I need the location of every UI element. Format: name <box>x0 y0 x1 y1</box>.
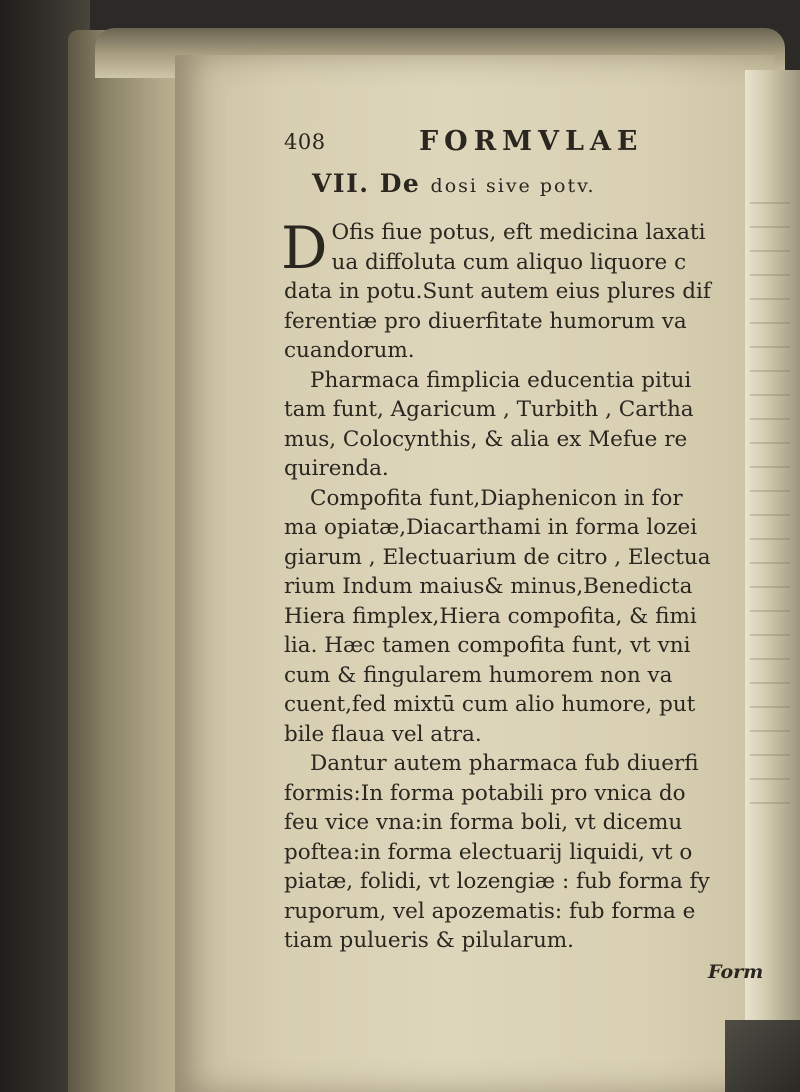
text-line: rium Indum maius& minus,Benedicta <box>284 574 693 599</box>
text-line: ma opiatæ,Diacarthami in forma lozei <box>284 515 698 540</box>
text-line: tam funt, Agaricum , Turbith , Cartha <box>284 397 694 422</box>
text-line: ruporum, vel apozematis: fub forma e <box>284 898 696 924</box>
paragraph-1 <box>281 214 754 366</box>
page-text-block <box>281 118 764 983</box>
text-line: Pharmaca fimplicia educentia pitui <box>310 367 692 393</box>
text-line: giarum , Electuarium de citro , Electua <box>284 544 711 570</box>
text-line: Ofis fiue potus, eft medicina laxati <box>331 220 706 245</box>
text-line: bile flaua vel atra. <box>284 721 482 747</box>
running-title: FORMVLAE <box>419 126 644 157</box>
paragraph-2 <box>284 366 754 484</box>
paragraph-4 <box>284 749 754 956</box>
text-line: Hiera fimplex,Hiera compofita, & fimi <box>284 603 697 629</box>
text-line: ferentiæ pro diuerfitate humorum va <box>284 308 687 334</box>
text-line: quirenda. <box>284 456 389 481</box>
text-line: ua diffoluta cum aliquo liquore c <box>331 249 687 275</box>
show-through-bleed <box>750 180 790 820</box>
section-number: VII. <box>312 169 370 198</box>
drop-cap: D <box>281 214 328 282</box>
text-line: tiam pulueris & pilularum. <box>284 928 575 953</box>
text-line: feu vice vna:in forma boli, vt dicemu <box>284 810 683 835</box>
text-line: Dantur autem pharmaca fub diuerfi <box>310 751 699 776</box>
paragraph-3 <box>284 484 754 750</box>
section-heading <box>284 164 754 204</box>
text-line: mus, Colocynthis, & alia ex Mefue re <box>284 426 688 452</box>
text-line: poftea:in forma electuarij liquidi, vt o <box>284 839 693 865</box>
section-title-rest: dosi sive potv. <box>430 175 596 197</box>
text-line: Compofita funt,Diaphenicon in for <box>310 485 683 511</box>
text-line: lia. Hæc tamen compofita funt, vt vni <box>284 633 691 658</box>
catchword: Form <box>708 961 764 983</box>
text-line: data in potu.Sunt autem eius plures dif <box>284 279 711 304</box>
text-line: cum & fingularem humorem non va <box>284 662 673 688</box>
page-header <box>284 118 754 164</box>
text-line: cuandorum. <box>284 338 415 363</box>
section-prefix: De <box>379 169 421 198</box>
page-number: 408 <box>284 130 326 154</box>
text-line: formis:In forma potabili pro vnica do <box>284 780 686 806</box>
bottom-right-shadow <box>725 1020 800 1092</box>
text-line: cuent,fed mixtū cum alio humore, put <box>284 692 696 717</box>
text-line: piatæ, folidi, vt lozengiæ : fub forma fy <box>284 869 710 894</box>
